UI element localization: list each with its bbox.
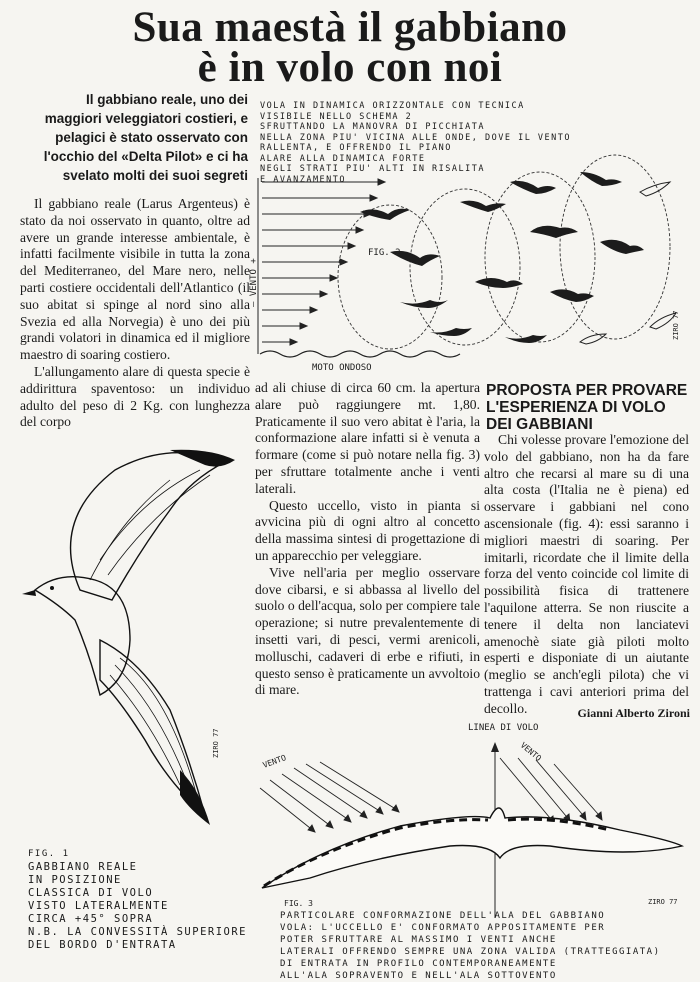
sidebar-heading: PROPOSTA PER PROVARE L'ESPERIENZA DI VOLO DEI GABBIANI bbox=[486, 382, 688, 433]
fig2-caption bbox=[260, 101, 571, 185]
fig3-caption-line: LATERALI OFFRENDO SEMPRE UNA ZONA VALIDA (TRATTEGGIATA) bbox=[280, 947, 661, 957]
sea-waves bbox=[260, 351, 460, 357]
wind-left-label: VENTO bbox=[261, 753, 288, 770]
fig2-caption-line: NEGLI STRATI PIU' ALTI IN RISALITA bbox=[260, 164, 485, 174]
body-paragraph: ad ali chiuse di circa 60 cm. la apertura alare può raggiungere mt. 1,80. Praticamente il suo vero abitat è l'aria, la conformazione alare infatti si è venuta a formare (come si può notare nella fig. 3) per sfruttare totalmente anche i venti laterali. bbox=[255, 380, 480, 496]
figure-1-gull-drawing bbox=[20, 440, 245, 835]
fig1-caption bbox=[28, 848, 247, 952]
sea-label: MOTO ONDOSO bbox=[312, 363, 372, 373]
body-column-2 bbox=[255, 380, 480, 699]
body-paragraph: L'allungamento alare di questa specie è addirittura spaventoso: un individuo adulto del peso di 2 Kg. con lunghezza del corpo bbox=[20, 363, 250, 430]
author-byline: Gianni Alberto Zironi bbox=[577, 706, 690, 720]
gull-beak bbox=[22, 590, 36, 596]
fig1-caption-line: N.B. LA CONVESSITÀ SUPERIORE bbox=[28, 926, 248, 938]
body-column-1 bbox=[20, 196, 250, 431]
fig1-caption-line: CIRCA +45° SOPRA bbox=[28, 913, 154, 925]
fig1-caption-line: DEL BORDO D'ENTRATA bbox=[28, 939, 177, 951]
wind-right-label: VENTO bbox=[518, 740, 543, 764]
fig2-caption-line: E AVANZAMENTO bbox=[260, 174, 347, 185]
fig2-caption-line: NELLA ZONA PIU' VICINA ALLE ONDE, DOVE IL VENTO bbox=[260, 132, 572, 143]
gull-eye bbox=[50, 586, 54, 590]
right-wind-arrows bbox=[500, 758, 602, 824]
fig2-caption-line: VOLA IN DINAMICA ORIZZONTALE CON TECNICA bbox=[260, 101, 525, 111]
fig2-caption-line: ALARE ALLA DINAMICA FORTE bbox=[260, 153, 426, 164]
gull-silhouettes bbox=[360, 172, 644, 343]
fig3-caption-line: DI ENTRATA IN PROFILO CONTEMPORANEAMENTE bbox=[280, 959, 557, 969]
fig1-caption-line: VISTO LATERALMENTE bbox=[28, 900, 169, 912]
article-title-line-2: è in volo con noi bbox=[197, 44, 503, 91]
fig1-caption-line: CLASSICA DI VOLO bbox=[28, 887, 154, 899]
fig3-caption-line: VOLA: L'UCCELLO E' CONFORMATO APPOSITAMENTE PER bbox=[280, 923, 606, 933]
fig1-figure-label: FIG. 1 bbox=[28, 849, 70, 859]
fig3-signature: ZIRO 77 bbox=[648, 898, 678, 906]
fig3-caption-line: ALL'ALA SOPRAVENTO E NELL'ALA SOTTOVENTO bbox=[280, 971, 557, 981]
wingtip-upper bbox=[170, 450, 235, 467]
body-paragraph: Vive nell'aria per meglio osservare dove cibarsi, e si abbassa al livello del suolo o dell'acqua, solo per compiere tale operazione; si nutre prevalentemente di insetti vari, di pesci, vermi arenicoli, molluschi, cadaveri di erbe e rifiuti, in questo senso è praticamente un avvoltoio di mare. bbox=[255, 564, 480, 698]
wingtip-lower bbox=[180, 770, 210, 825]
sidebar-text-column bbox=[484, 432, 689, 718]
wind-label: — VENTO + bbox=[249, 258, 259, 307]
fig1-caption-line: GABBIANO REALE bbox=[28, 861, 138, 873]
body-paragraph: Questo uccello, visto in pianta si avvicina più di ogni altro al concetto della massima sintesi di progettazione di un apparecchio per veleggiare. bbox=[255, 497, 480, 563]
fig3-figure-label: FIG. 3 bbox=[284, 899, 313, 908]
left-wind-arrows bbox=[260, 762, 399, 832]
wing-section bbox=[262, 808, 682, 888]
fig3-caption-line: POTER SFRUTTARE AL MASSIMO I VENTI ANCHE bbox=[280, 935, 557, 945]
wind-arrows bbox=[262, 179, 385, 345]
sidebar-paragraph: Chi volesse provare l'emozione del volo del gabbiano, non ha da fare altro che recarsi al mare su di una alta costa (l'Italia ne è piena) ed osservare i gabbiani nel cono ascensionale (fig. 4): essi saranno i migliori maestri di soaring. Per imitarli, ricordate che il limite della forza del vento coincide col limite di possibilità fisica di trattenere l'aquilone atterra. Se non riuscite a tenere il delta non lanciatevi amenochè siate già piloti molto esperti e disponiate di un aiutante (meglio se anch'egli pilota) che vi trattenga i cavi anteriori prima del decollo. bbox=[484, 432, 689, 716]
flight-line-label: LINEA DI VOLO bbox=[468, 723, 539, 733]
fig1-signature: ZIRO 77 bbox=[212, 728, 220, 758]
fig1-caption-line: IN POSIZIONE bbox=[28, 874, 122, 886]
fig2-figure-label: FIG. 2 bbox=[368, 248, 401, 258]
fig2-signature: ZIRO 77 bbox=[672, 310, 680, 340]
article-title-line-1: Sua maestà il gabbiano bbox=[132, 4, 568, 51]
article-lead: Il gabbiano reale, uno dei maggiori veleggiatori costieri, e pelagici è stato osservato con l'occhio del «Delta Pilot» e ci ha svelato molti dei suoi segreti bbox=[43, 92, 248, 183]
fig3-caption bbox=[280, 910, 690, 982]
gull-outlines bbox=[580, 182, 676, 344]
fig3-caption-line: PARTICOLARE CONFORMAZIONE DELL'ALA DEL GABBIANO bbox=[280, 911, 606, 921]
fig2-caption-line: RALLENTA, E OFFRENDO IL PIANO bbox=[260, 143, 452, 153]
fig2-caption-line: SFRUTTANDO LA MANOVRA DI PICCHIATA bbox=[260, 122, 485, 132]
body-paragraph: Il gabbiano reale (Larus Argenteus) è stato da noi osservato in quanto, oltre ad avere un grande interesse ambientale, è infatti facilmente visibile in tutta la zona del Mediterraneo, del Mare nero, nelle parti costiere occidentali dell'Atlantico (il suo abitat si spinge al nord sino alla Svezia ed alla Norvegia) è uno dei più grandi volatori in dinamica ed il migliore maestro di soaring costiero. bbox=[20, 196, 250, 363]
fig2-caption-line: VISIBILE NELLO SCHEMA 2 bbox=[260, 111, 413, 122]
